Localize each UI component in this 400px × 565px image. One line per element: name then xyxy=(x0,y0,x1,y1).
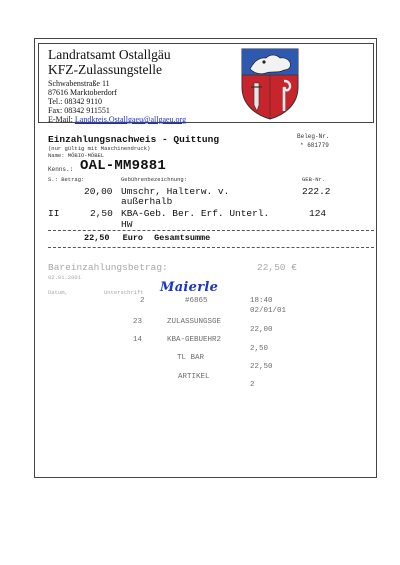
stamp-code-3: KBA-GEBUEHR2 xyxy=(167,336,222,344)
stamp-code-4: TL BAR xyxy=(177,354,205,362)
coat-of-arms-icon xyxy=(240,47,300,120)
row-2-amount: 2,50 xyxy=(90,208,113,219)
fax-number: Fax: 08342 911551 xyxy=(48,106,110,115)
plate-number: OAL-MM9881 xyxy=(80,158,167,174)
stamp-code-2: ZULASSUNGSGE xyxy=(167,318,222,326)
organization-name: Landratsamt Ostallgäu xyxy=(48,47,171,62)
total-currency: Euro xyxy=(122,233,144,243)
beleg-label: Beleg-Nr. xyxy=(297,133,330,140)
stamp-value-2: 2,50 xyxy=(250,345,269,353)
divider-top xyxy=(48,230,374,231)
row-2-fee-number: 124 xyxy=(309,208,327,219)
row-2-description-cont: HW xyxy=(121,219,133,230)
total-amount: 22,50 xyxy=(84,233,110,243)
divider-bottom xyxy=(48,247,374,248)
stamp-count-1: 2 xyxy=(140,297,145,305)
street-address: Schwabenstraße 11 xyxy=(48,79,110,88)
stamp-value-4: 2 xyxy=(250,381,255,389)
stamp-value-3: 22,50 xyxy=(250,363,273,371)
row-1-description-cont: außerhalb xyxy=(121,196,173,207)
row-2-description: KBA-Geb. Ber. Erf. Unterl. xyxy=(121,208,270,219)
stamp-date: 02/01/01 xyxy=(250,307,287,315)
signature: Maierle xyxy=(160,280,219,295)
phone-number: Tel.: 08342 9110 xyxy=(48,97,103,106)
plate-label: Kenns.: xyxy=(48,166,74,173)
column-header-fee-number: GEB-Nr. xyxy=(302,176,326,183)
stamp-count-2: 23 xyxy=(133,318,143,326)
email-link[interactable]: Landkreis.Ostallgaeu@allgaeu.org xyxy=(74,115,187,124)
receipt-title: Einzahlungsnachweis - Quittung xyxy=(48,134,220,145)
row-1-description: Umschr, Halterw. v. xyxy=(121,186,230,197)
date-label: Datum, xyxy=(48,289,68,296)
customer-name: Name: MÖBIO-MÖBEL xyxy=(48,152,105,159)
stamp-code-1: #6865 xyxy=(185,297,208,305)
row-1-amount: 20,00 xyxy=(84,186,113,197)
column-header-description: Gebührenbezeichnung: xyxy=(121,176,188,183)
department-name: KFZ-Zulassungstelle xyxy=(48,62,162,77)
cash-payment-label: Bareinzahlungsbetrag: xyxy=(48,262,168,273)
validity-note: (nur gültig mit Maschinendruck) xyxy=(48,145,151,152)
stamp-time: 18:40 xyxy=(250,297,273,305)
stamp-code-5: ARTIKEL xyxy=(178,373,210,381)
email-line xyxy=(48,115,186,124)
email-label: E-Mail: xyxy=(48,115,73,124)
total-label: Gesamtsumme xyxy=(154,233,211,243)
stamp-count-3: 14 xyxy=(133,336,143,344)
stamp-value-1: 22,00 xyxy=(250,326,273,334)
signature-label: Unterschrift xyxy=(104,289,144,296)
total-line xyxy=(84,233,210,243)
city-address: 87616 Marktoberdorf xyxy=(48,88,118,97)
column-header-amount: S.: Betrag: xyxy=(48,176,85,183)
payment-date: 02.01.2001 xyxy=(48,274,82,281)
beleg-number: * 681779 xyxy=(300,142,329,149)
cash-payment-value: 22,50 € xyxy=(257,262,297,273)
row-2-prefix: II xyxy=(48,208,60,219)
row-1-fee-number: 222.2 xyxy=(302,186,331,197)
